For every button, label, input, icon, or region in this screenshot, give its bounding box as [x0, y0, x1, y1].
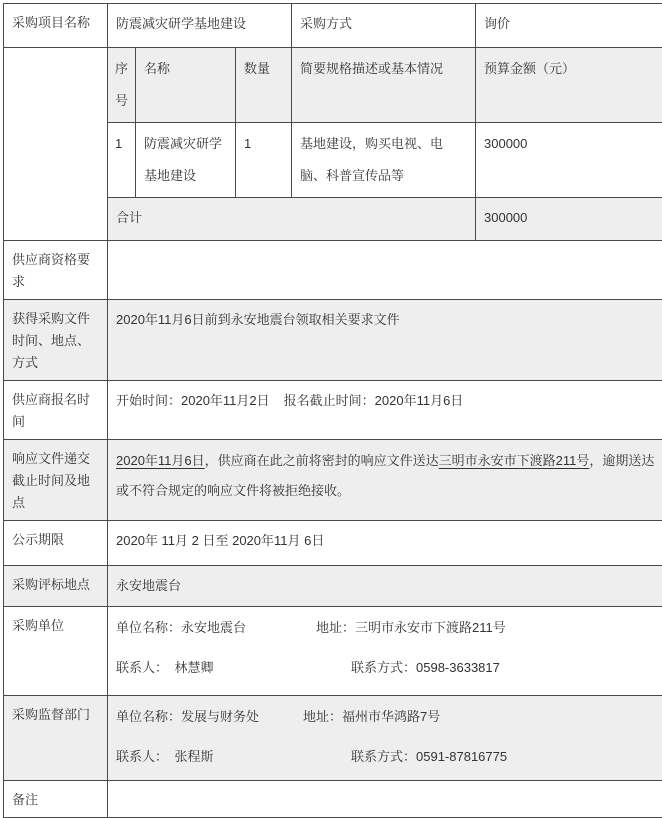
procurement-method-value: 询价 [476, 4, 662, 48]
remarks-row [4, 781, 662, 818]
item-name: 防震减灾研学基地建设 [136, 123, 236, 198]
evaluation-location-label: 采购评标地点 [4, 566, 108, 607]
purchaser-contact-method: 联系方式：0598-3633817 [351, 653, 500, 683]
remarks-label: 备注 [4, 781, 108, 818]
purchaser-value [108, 607, 662, 696]
supplier-qualification-label: 供应商资格要求 [4, 241, 108, 300]
supervision-contact-line [116, 742, 655, 772]
registration-start: 开始时间：2020年11月2日 [116, 393, 270, 408]
procurement-notice-table [3, 3, 662, 818]
supervision-contact-method: 联系方式：0591-87816775 [351, 742, 507, 772]
item-spec: 基地建设，购买电视、电脑、科普宣传品等 [292, 123, 476, 198]
document-acquisition-value: 2020年11月6日前到永安地震台领取相关要求文件 [108, 300, 662, 381]
supervision-department-row [4, 696, 662, 781]
item-budget: 300000 [476, 123, 662, 198]
response-deadline-row [4, 440, 662, 521]
response-deadline-middle: ，供应商在此之前将密封的响应文件送达 [205, 453, 439, 468]
project-name-label: 采购项目名称 [4, 4, 108, 48]
items-col-spec: 简要规格描述或基本情况 [292, 48, 476, 123]
publicity-period-row [4, 521, 662, 566]
response-deadline-address: 三明市永安市下渡路211号 [439, 453, 590, 468]
items-header-row [4, 48, 662, 123]
items-col-seq: 序号 [108, 48, 136, 123]
supervision-department-label: 采购监督部门 [4, 696, 108, 781]
purchaser-address: 地址：三明市永安市下渡路211号 [316, 613, 506, 643]
registration-deadline: 报名截止时间：2020年11月6日 [284, 393, 464, 408]
registration-time-row [4, 381, 662, 440]
evaluation-location-value: 永安地震台 [108, 566, 662, 607]
document-acquisition-row [4, 300, 662, 381]
purchaser-contact-line [116, 653, 655, 683]
evaluation-location-row [4, 566, 662, 607]
procurement-method-label: 采购方式 [292, 4, 476, 48]
registration-time-value [108, 381, 662, 440]
response-deadline-tail: ，逾期送达或不符合规定的响应文件将被拒绝接收。 [116, 453, 654, 498]
header-row [4, 4, 662, 48]
items-col-qty: 数量 [236, 48, 292, 123]
project-name-value: 防震减灾研学基地建设 [108, 4, 292, 48]
purchaser-row [4, 607, 662, 696]
supplier-qualification-value [108, 241, 662, 300]
publicity-period-value: 2020年 11月 2 日至 2020年11月 6日 [108, 521, 662, 566]
supervision-unit-line [116, 702, 655, 732]
project-label-spacer-cell [4, 48, 108, 241]
item-qty: 1 [236, 123, 292, 198]
purchaser-label: 采购单位 [4, 607, 108, 696]
registration-time-label: 供应商报名时间 [4, 381, 108, 440]
item-seq: 1 [108, 123, 136, 198]
supervision-address: 地址：福州市华鸿路7号 [303, 702, 440, 732]
supplier-qualification-row [4, 241, 662, 300]
supervision-department-value [108, 696, 662, 781]
purchaser-unit-name: 单位名称：永安地震台 [116, 613, 316, 643]
items-col-name: 名称 [136, 48, 236, 123]
document-acquisition-label: 获得采购文件时间、地点、方式 [4, 300, 108, 381]
total-value: 300000 [476, 198, 662, 241]
supervision-contact-person: 联系人： 张程斯 [116, 742, 351, 772]
supervision-unit-name: 单位名称：发展与财务处 [116, 702, 303, 732]
publicity-period-label: 公示期限 [4, 521, 108, 566]
items-col-budget: 预算金额（元） [476, 48, 662, 123]
remarks-value [108, 781, 662, 818]
purchaser-contact-person: 联系人： 林慧卿 [116, 653, 351, 683]
response-deadline-label: 响应文件递交截止时间及地点 [4, 440, 108, 521]
purchaser-unit-line [116, 613, 655, 643]
response-deadline-date: 2020年11月6日 [116, 453, 205, 468]
total-label: 合计 [108, 198, 476, 241]
response-deadline-value [108, 440, 662, 521]
